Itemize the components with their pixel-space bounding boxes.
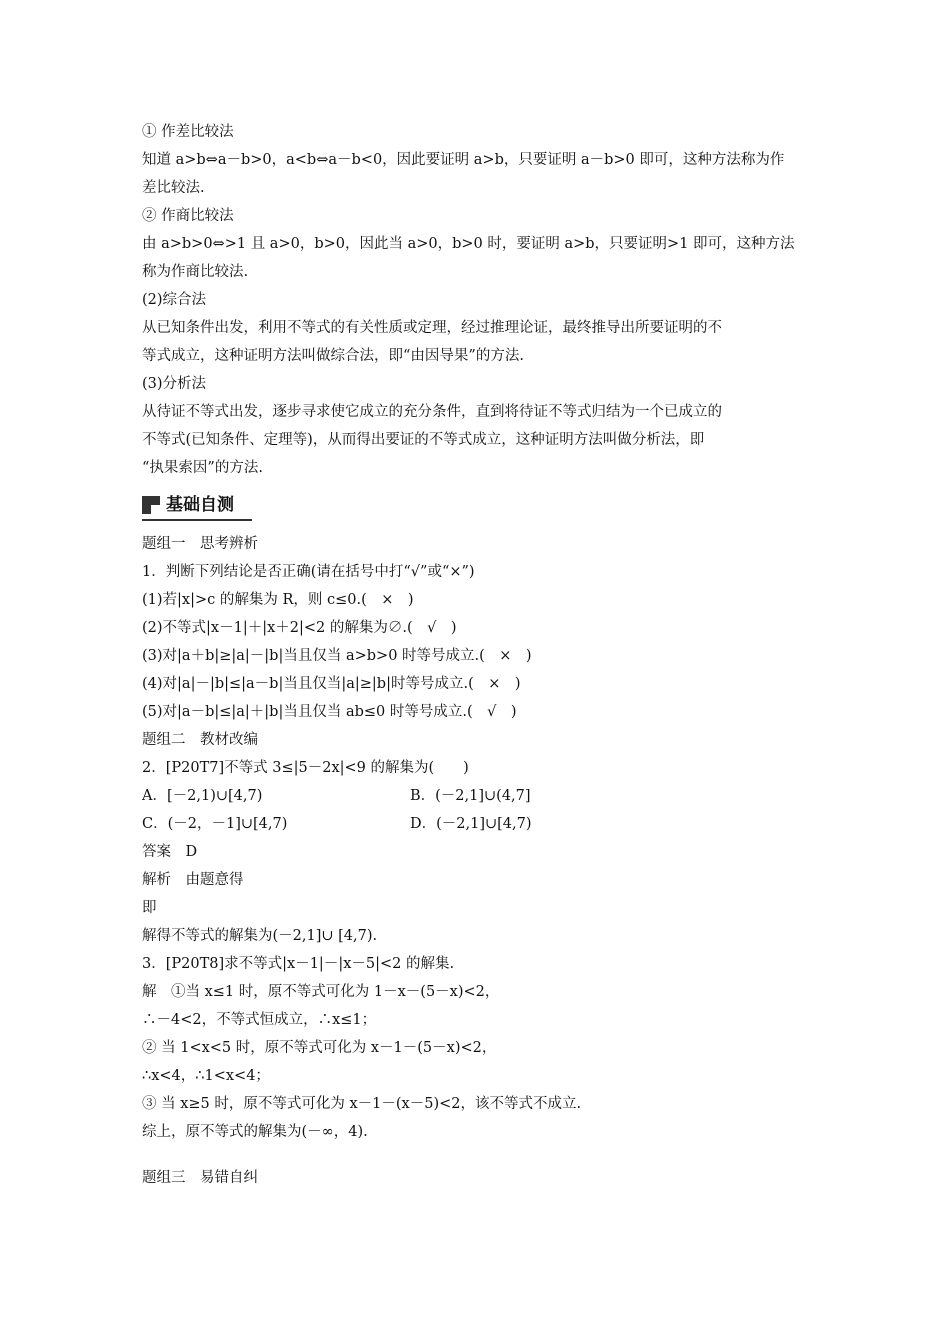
question-line: 1．判断下列结论是否正确(请在括号中打“√”或“×”) bbox=[142, 564, 475, 580]
group-title: 题组三 易错自纠 bbox=[142, 1170, 258, 1186]
solution-line: ∴－4<2，不等式恒成立，∴x≤1； bbox=[142, 1012, 377, 1028]
group-title: 题组一 思考辨析 bbox=[142, 536, 258, 552]
text-line: 差比较法. bbox=[142, 180, 205, 196]
methods-block bbox=[142, 118, 810, 482]
group-one bbox=[142, 530, 810, 726]
options-row bbox=[142, 782, 810, 810]
solution-line: 解 ①当 x≤1 时，原不等式可化为 1－x－(5－x)<2， bbox=[142, 984, 500, 1000]
document-page bbox=[142, 118, 810, 1192]
text-line: ① 作差比较法 bbox=[142, 124, 234, 140]
group-two bbox=[142, 726, 810, 1146]
solution-line: ③ 当 x≥5 时，原不等式可化为 x－1－(x－5)<2，该不等式不成立. bbox=[142, 1096, 582, 1112]
analysis-line: 即 bbox=[142, 900, 157, 916]
text-line: “执果索因”的方法. bbox=[142, 460, 263, 476]
question-line: (1)若|x|>c 的解集为 R，则 c≤0.( × ) bbox=[142, 592, 414, 608]
text-line: 不等式(已知条件、定理等)，从而得出要证的不等式成立，这种证明方法叫做分析法，即 bbox=[142, 432, 705, 448]
question-line: 3．[P20T8]求不等式|x－1|－|x－5|<2 的解集. bbox=[142, 956, 455, 972]
text-line: 等式成立，这种证明方法叫做综合法，即“由因导果”的方法. bbox=[142, 348, 524, 364]
text-line: (2)综合法 bbox=[142, 292, 207, 308]
group-three bbox=[142, 1164, 810, 1192]
question-line: 2．[P20T7]不等式 3≤|5－2x|<9 的解集为( ) bbox=[142, 760, 469, 776]
text-line: 由 a>b>0⇔>1 且 a>0，b>0，因此当 a>0，b>0 时，要证明 a>b，只要证明>1 即可，这种方法 bbox=[142, 236, 795, 252]
section-header bbox=[142, 492, 810, 522]
options-row bbox=[142, 810, 810, 838]
question-line: (4)对|a|－|b|≤|a－b|当且仅当|a|≥|b|时等号成立.( × ) bbox=[142, 676, 521, 692]
analysis-line: 解得不等式的解集为(－2,1]∪ [4,7). bbox=[142, 928, 378, 944]
text-line: 从已知条件出发，利用不等式的有关性质或定理，经过推理论证，最终推导出所要证明的不 bbox=[142, 320, 722, 336]
option-d: D．(－2,1]∪[4,7) bbox=[410, 816, 532, 832]
option-c: C．(－2，－1]∪[4,7) bbox=[142, 816, 288, 832]
section-square-icon bbox=[142, 496, 160, 514]
group-title: 题组二 教材改编 bbox=[142, 732, 258, 748]
question-line: (5)对|a－b|≤|a|＋|b|当且仅当 ab≤0 时等号成立.( √ ) bbox=[142, 704, 517, 720]
solution-line: ② 当 1<x<5 时，原不等式可化为 x－1－(5－x)<2， bbox=[142, 1040, 497, 1056]
question-line: (3)对|a＋b|≥|a|－|b|当且仅当 a>b>0 时等号成立.( × ) bbox=[142, 648, 532, 664]
section-title: 基础自测 bbox=[166, 495, 234, 515]
analysis-line: 解析 由题意得 bbox=[142, 872, 244, 888]
text-line: 从待证不等式出发，逐步寻求使它成立的充分条件，直到将待证不等式归结为一个已成立的 bbox=[142, 404, 722, 420]
section-underline bbox=[142, 519, 252, 521]
solution-line: ∴x<4，∴1<x<4； bbox=[142, 1068, 270, 1084]
option-a: A．[－2,1)∪[4,7) bbox=[142, 788, 263, 804]
question-line: (2)不等式|x－1|＋|x＋2|<2 的解集为∅.( √ ) bbox=[142, 620, 457, 636]
solution-line: 综上，原不等式的解集为(－∞，4). bbox=[142, 1124, 368, 1140]
text-line: (3)分析法 bbox=[142, 376, 207, 392]
text-line: 知道 a>b⇔a－b>0，a<b⇔a－b<0，因此要证明 a>b，只要证明 a－b>0 即可，这种方法称为作 bbox=[142, 152, 785, 168]
option-b: B．(－2,1]∪(4,7] bbox=[410, 788, 531, 804]
text-line: ② 作商比较法 bbox=[142, 208, 234, 224]
answer-line: 答案 D bbox=[142, 844, 198, 860]
text-line: 称为作商比较法. bbox=[142, 264, 249, 280]
